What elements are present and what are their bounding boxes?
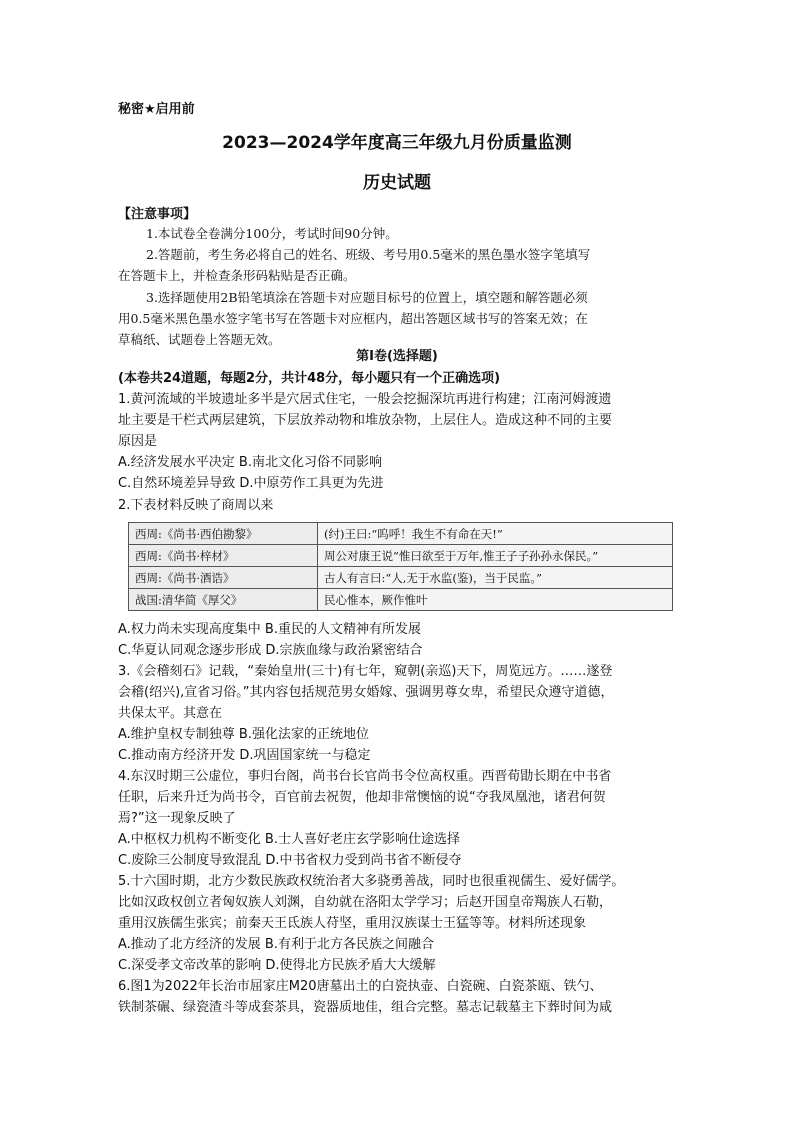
table-cell-source: 战国:清华简《厚父》: [129, 589, 318, 611]
question-5-line: 比如汉政权创立者匈奴族人刘渊，自幼就在洛阳太学学习；后赵开国皇帝羯族人石勒，: [118, 895, 613, 910]
question-2-option: C.华夏认同观念逐步形成 D.宗族血缘与政治紧密结合: [118, 643, 423, 658]
question-3-line: 共保太平。其意在: [118, 706, 223, 721]
table-cell-quote: (纣)王曰:“呜呼！我生不有命在天!”: [318, 523, 673, 545]
notice-line: 草稿纸、试题卷上答题无效。: [118, 332, 281, 347]
secret-mark: 秘密★启用前: [118, 102, 195, 117]
table-cell-quote: 民心惟本，厥作惟叶: [318, 589, 673, 611]
question-5-line: 5.十六国时期，北方少数民族政权统治者大多骁勇善战，同时也很重视儒生、爱好儒学。: [118, 874, 625, 889]
question-2-stem: 2.下表材料反映了商周以来: [118, 498, 274, 513]
question-5-option: C.深受孝文帝改革的影响 D.使得北方民族矛盾大大缓解: [118, 958, 436, 973]
source-table: [128, 522, 673, 611]
question-3-option: C.推动南方经济开发 D.巩固国家统一与稳定: [118, 748, 371, 763]
question-4-option: C.废除三公制度导致混乱 D.中书省权力受到尚书省不断侵夺: [118, 853, 462, 868]
question-3-option: A.维护皇权专制独尊 B.强化法家的正统地位: [118, 727, 369, 742]
question-1-line: 原因是: [118, 434, 158, 449]
question-2-option: A.权力尚未实现高度集中 B.重民的人文精神有所发展: [118, 622, 421, 637]
exam-title: 2023—2024学年度高三年级九月份质量监测: [222, 133, 572, 153]
notice-line: 1.本试卷全卷满分100分，考试时间90分钟。: [146, 226, 398, 241]
question-1-line: 1.黄河流域的半坡遗址多半是穴居式住宅，一般会挖掘深坑再进行构建；江南河姆渡遗: [118, 392, 612, 407]
question-4-option: A.中枢权力机构不断变化 B.士人喜好老庄玄学影响仕途选择: [118, 832, 460, 847]
notice-line: 用0.5毫米黑色墨水签字笔书写在答题卡对应框内，超出答题区域书写的答案无效；在: [118, 311, 588, 326]
question-1-option: C.自然环境差异导致 D.中原劳作工具更为先进: [118, 476, 384, 491]
notice-line: 在答题卡上，并检查条形码粘贴是否正确。: [118, 268, 356, 283]
table-cell-source: 西周:《尚书·梓材》: [129, 545, 318, 567]
question-1-option: A.经济发展水平决定 B.南北文化习俗不同影响: [118, 455, 382, 470]
question-5-line: 重用汉族儒生张宾；前秦天王氐族人苻坚，重用汉族谋士王猛等等。材料所述现象: [118, 916, 587, 931]
table-cell-source: 西周:《尚书·酒诰》: [129, 567, 318, 589]
question-3-line: 3.《会稽刻石》记载，“秦始皇卅(三十)有七年，窥朝(亲巡)天下，周览远方。……遂登: [118, 664, 613, 679]
question-6-line: 6.图1为2022年长治市屈家庄M20唐墓出土的白瓷执壶、白瓷碗、白瓷茶瓯、铁勺、: [118, 979, 603, 994]
question-4-line: 4.东汉时期三公虚位，事归台阁，尚书台长官尚书令位高权重。西晋荀勖长期在中书省: [118, 769, 612, 784]
notice-line: 3.选择题使用2B铅笔填涂在答题卡对应题目标号的位置上，填空题和解答题必须: [146, 290, 588, 305]
notice-heading: 【注意事项】: [118, 207, 197, 222]
question-6-line: 铁制茶碾、绿瓷渣斗等成套茶具，瓷器质地佳，组合完整。墓志记载墓主下葬时间为咸: [118, 1000, 613, 1015]
section-instruction: (本卷共24道题，每题2分，共计48分，每小题只有一个正确选项): [118, 371, 501, 386]
subject-title: 历史试题: [363, 173, 431, 193]
question-3-line: 会稽(绍兴),宣省习俗。”其内容包括规范男女婚嫁、强调男尊女卑，希望民众遵守道德，: [118, 685, 614, 700]
table-row: [129, 545, 673, 567]
table-cell-quote: 周公对康王说“惟曰欲至于万年,惟王子子孙孙永保民。”: [318, 545, 673, 567]
question-4-line: 任职，后来升迁为尚书令，百官前去祝贺，他却非常懊恼的说“夺我凤凰池，诸君何贺: [118, 790, 606, 805]
table-row: [129, 589, 673, 611]
notice-line: 2.答题前，考生务必将自己的姓名、班级、考号用0.5毫米的黑色墨水签字笔填写: [146, 247, 591, 262]
question-4-line: 焉?”这一现象反映了: [118, 811, 236, 826]
table-row: [129, 567, 673, 589]
table-row: [129, 523, 673, 545]
table-cell-quote: 古人有言曰:“人,无于水监(鉴)，当于民监。”: [318, 567, 673, 589]
question-1-line: 址主要是干栏式两层建筑，下层放养动物和堆放杂物，上层住人。造成这种不同的主要: [118, 413, 613, 428]
section-title: 第Ⅰ卷(选择题): [356, 349, 438, 364]
table-cell-source: 西周:《尚书·西伯勘黎》: [129, 523, 318, 545]
question-5-option: A.推动了北方经济的发展 B.有利于北方各民族之间融合: [118, 937, 434, 952]
